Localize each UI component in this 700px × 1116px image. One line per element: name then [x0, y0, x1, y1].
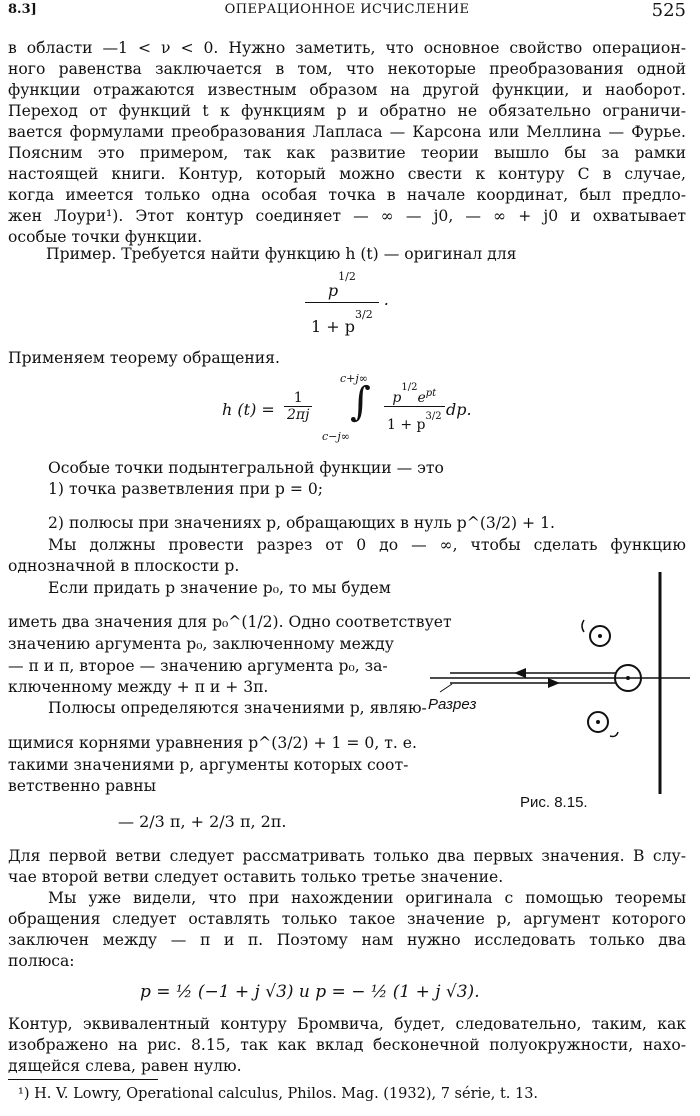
denominator: 1 + p [311, 317, 355, 336]
text-line: ключенному между + π и + 3π. [8, 678, 269, 696]
text-line: иметь два значения для p₀^(1/2). Одно соответствует [8, 613, 452, 631]
text-line: чае второй ветви следует оставить только третье значение. [8, 868, 504, 886]
text-line: 1) точка разветвления при p = 0; [48, 480, 324, 498]
text-line: когда имеется только одна особая точка в начале координат, был предло- [8, 186, 686, 204]
page-header [8, 2, 686, 22]
fraction [305, 265, 379, 336]
footnote-rule [8, 1079, 158, 1080]
text-line: особые точки функции. [8, 228, 203, 246]
text-line: дящейся слева, равен нулю. [8, 1057, 242, 1075]
arrow-arc-lower [610, 732, 618, 737]
text-line: жен Лоури¹). Этот контур соединяет — ∞ — j0, — ∞ + j0 и охватывает [8, 207, 686, 225]
text-line: Поясним это примером, так как развитие теории вышло бы за рамки [8, 144, 686, 162]
arrow-arc-upper [582, 620, 584, 632]
integrand-base: p [392, 390, 402, 406]
formula-fraction [305, 265, 389, 336]
arrow-left [514, 668, 526, 678]
text-line: настоящей книги. Контур, который можно свести к контуру C в случае, [8, 165, 686, 183]
origin-point [626, 676, 630, 680]
differential: dp. [446, 400, 472, 419]
text-line: Полюсы определяются значениями p, являю- [48, 699, 427, 717]
text-line: значению аргумента p₀, заключенному между [8, 635, 394, 653]
formula-period: . [383, 290, 389, 309]
denominator-exponent: 3/2 [355, 308, 373, 321]
text-line: изображено на рис. 8.15, так как вклад бесконечной полуокружности, нахо- [8, 1036, 686, 1054]
pole-lower [596, 720, 600, 724]
text-line: Если придать p значение p₀, то мы будем [48, 579, 391, 597]
text-line: Для первой ветви следует рассматривать только два первых значения. В слу- [8, 847, 686, 865]
numerator-base: p [327, 281, 339, 300]
cut-label: Разрез [428, 696, 477, 713]
upper-limit: c+j∞ [340, 372, 368, 385]
contour-figure [430, 572, 690, 802]
text-line: обращения следует оставлять только такое значение p, аргумент которого [8, 910, 686, 928]
page-number: 525 [651, 0, 686, 21]
integrand-fraction [384, 380, 445, 433]
poles-formula: p = ½ (−1 + j √3) и p = − ½ (1 + j √3). [140, 982, 480, 1002]
arrow-right [548, 678, 560, 688]
text-line: Мы должны провести разрез от 0 до — ∞, чтобы сделать функцию [48, 536, 686, 554]
coefficient-denominator: 2πj [287, 407, 310, 423]
text-line: в области —1 < ν < 0. Нужно заметить, что основное свойство операцион- [8, 39, 686, 57]
text-line: заключен между — π и π. Поэтому нам нужно исследовать только два [8, 931, 686, 949]
numerator-exponent: 1/2 [338, 270, 356, 283]
text-line: функции отражаются известным образом на другой функции, и наоборот. [8, 81, 686, 99]
text-line: Применяем теорему обращения. [8, 349, 280, 367]
text-line: Переход от функций t к функциям p и обратно не обязательно ограничи- [8, 102, 686, 120]
formula-lhs: h (t) = [222, 400, 275, 419]
pole-upper [598, 634, 602, 638]
integrand-exponent: 1/2 [401, 382, 418, 393]
section-number: 8.3] [8, 2, 37, 17]
text-line: Контур, эквивалентный контуру Бромвича, будет, следовательно, таким, как [8, 1015, 686, 1033]
text-line: Мы уже видели, что при нахождении оригинала с помощью теоремы [48, 889, 686, 907]
text-line: вается формулами преобразования Лапласа — Карсона или Меллина — Фурье. [8, 123, 686, 141]
text-line: однозначной в плоскости p. [8, 557, 240, 575]
text-line: ветственно равны [8, 777, 156, 795]
pole-arguments: — 2/3 π, + 2/3 π, 2π. [118, 812, 287, 831]
text-line: 2) полюсы при значениях p, обращающих в нуль p^(3/2) + 1. [48, 514, 555, 532]
text-line: — π и π, второе — значению аргумента p₀, за- [8, 657, 388, 675]
coefficient-fraction [284, 390, 312, 423]
cut-pointer [440, 684, 452, 692]
figure-caption: Рис. 8.15. [520, 794, 588, 811]
exponential-exponent: pt [425, 388, 437, 399]
integrand-den-exponent: 3/2 [425, 411, 442, 422]
example-line: Пример. Требуется найти функцию h (t) — оригинал для [46, 245, 517, 263]
integrand-denominator: 1 + p [387, 417, 426, 433]
text-line: щимися корнями уравнения p^(3/2) + 1 = 0, т. е. [8, 734, 417, 752]
exponential: e [417, 390, 426, 406]
coefficient-numerator: 1 [284, 390, 312, 407]
integral-sign: ∫ [350, 379, 371, 425]
text-line: полюса: [8, 952, 75, 970]
lower-limit: c−j∞ [322, 430, 350, 443]
footnote: ¹) H. V. Lowry, Operational calculus, Philos. Mag. (1932), 7 série, t. 13. [18, 1086, 539, 1102]
text-line: ного равенства заключается в том, что некоторые преобразования одной [8, 60, 686, 78]
inversion-formula [222, 372, 482, 452]
running-title: ОПЕРАЦИОННОЕ ИСЧИСЛЕНИЕ [224, 2, 470, 17]
text-line: такими значениями p, аргументы которых соот- [8, 756, 409, 774]
text-line: Особые точки подынтегральной функции — это [48, 459, 444, 477]
